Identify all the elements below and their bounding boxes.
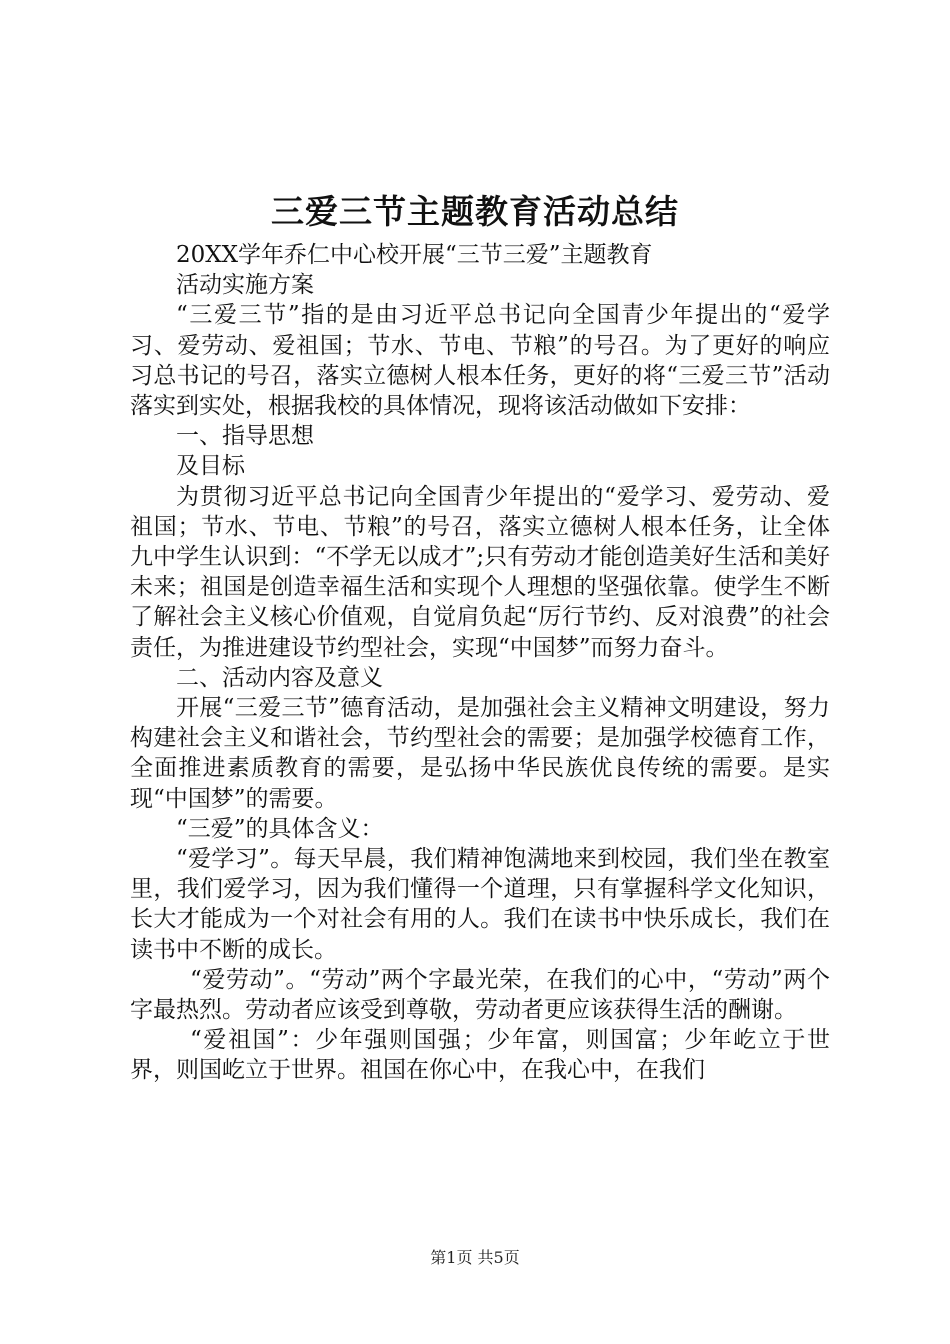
paragraph-intro: “三爱三节”指的是由习近平总书记向全国青少年提出的“爱学习、爱劳动、爱祖国；节水、节电、节粮”的号召。为了更好的响应习总书记的号召，落实立德树人根本任务，更好的将“三爱三节”活动落实到实处，根据我校的具体情况，现将该活动做如下安排：: [130, 302, 830, 420]
paragraph-love-country: “爱祖国”：少年强则国强；少年富，则国富；少年屹立于世界，则国屹立于世界。祖国在你心中，在我心中，在我们: [130, 1027, 830, 1084]
section-heading-content: 二、活动内容及意义: [176, 664, 383, 691]
paragraph-three-loves-intro: “三爱”的具体含义：: [176, 815, 384, 842]
paragraph-love-labor: “爱劳动”。“劳动”两个字最光荣，在我们的心中，“劳动”两个字最热烈。劳动者应该受到尊敬，劳动者更应该获得生活的酬谢。: [130, 966, 830, 1024]
page-number: 第1页 共5页: [430, 1248, 520, 1267]
section-heading-guiding-idea: 一、指导思想: [176, 423, 314, 450]
document-body: [130, 240, 830, 1086]
document-title: 三爱三节主题教育活动总结: [271, 192, 679, 231]
paragraph-love-learning: “爱学习”。每天早晨，我们精神饱满地来到校园，我们坐在教室里，我们爱学习，因为我们懂得一个道理，只有掌握科学文化知识，长大才能成为一个对社会有用的人。我们在读书中快乐成长，我们在读书中不断的成长。: [130, 846, 830, 963]
paragraph-subtitle-line1: 20XX学年乔仁中心校开展“三节三爱”主题教育: [176, 242, 653, 268]
paragraph-subtitle-line2: 活动实施方案: [176, 272, 314, 299]
paragraph-goals: 为贯彻习近平总书记向全国青少年提出的“爱学习、爱劳动、爱祖国；节水、节电、节粮”的号召，落实立德树人根本任务，让全体九中学生认识到：“不学无以成才”;只有劳动才能创造美好生活和美好未来；祖国是创造幸福生活和实现个人理想的坚强依靠。使学生不断了解社会主义核心价值观，自觉肩负起“厉行节约、反对浪费”的社会责任，为推进建设节约型社会，实现“中国梦”而努力奋斗。: [130, 483, 830, 661]
section-heading-goals: 及目标: [176, 453, 245, 480]
paragraph-content: 开展“三爱三节”德育活动，是加强社会主义精神文明建设，努力构建社会主义和谐社会，节约型社会的需要；是加强学校德育工作，全面推进素质教育的需要，是弘扬中华民族优良传统的需要。是实现“中国梦”的需要。: [130, 695, 830, 812]
